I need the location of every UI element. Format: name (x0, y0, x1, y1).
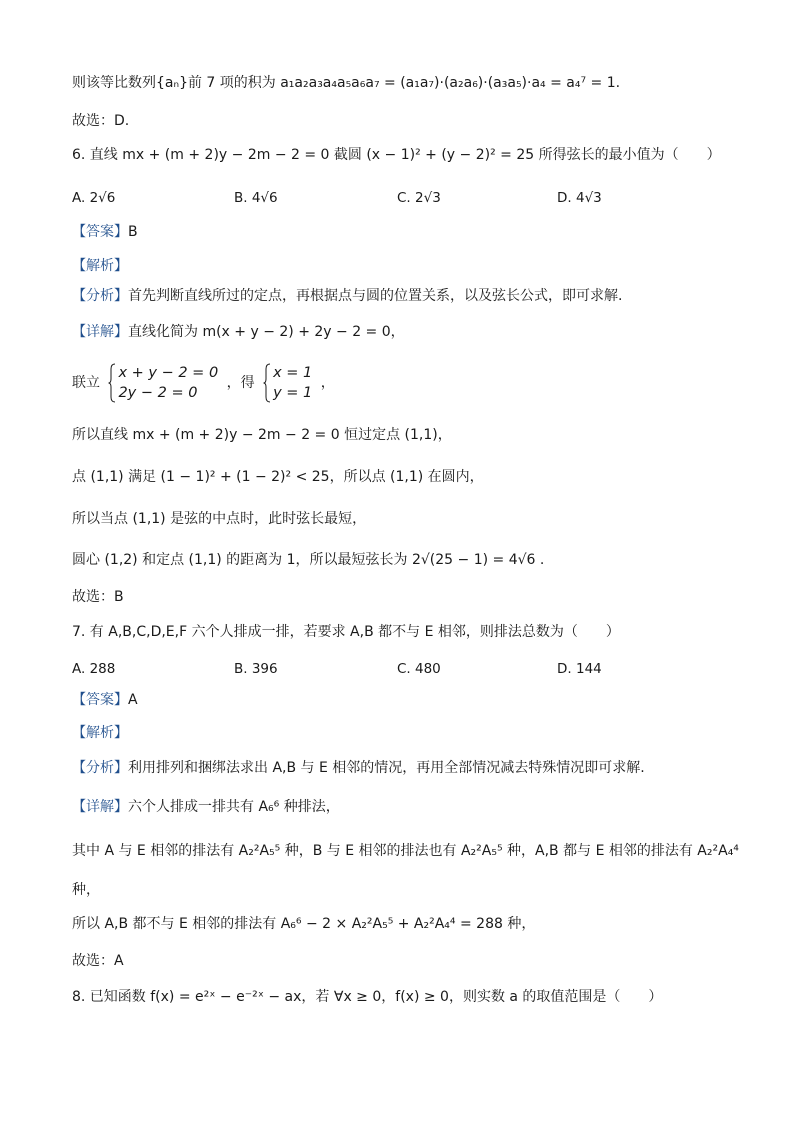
system-row: x = 1 (273, 365, 313, 381)
option-d: D. 4√3 (557, 190, 602, 206)
detail-tag: 【详解】 (72, 799, 128, 815)
detail-text: 直线化简为 m(x + y − 2) + 2y − 2 = 0， (128, 324, 405, 340)
text-line: 所以直线 mx + (m + 2)y − 2m − 2 = 0 恒过定点 (1,1)， (72, 427, 452, 443)
answer-line (72, 222, 138, 242)
equation-system-2 (263, 363, 312, 403)
option-a: A. 2√6 (72, 190, 116, 206)
answer-value: B (128, 224, 138, 240)
option-b: B. 4√6 (234, 190, 278, 206)
system-prefix: 联立 (72, 375, 100, 391)
system-row: 2y − 2 = 0 (118, 385, 198, 401)
equation-system-1 (108, 363, 218, 403)
text-line: 故选：D. (72, 113, 130, 129)
option-c: C. 480 (397, 661, 441, 677)
option-a: A. 288 (72, 661, 116, 677)
system-row: x + y − 2 = 0 (118, 365, 219, 381)
option-d: D. 144 (557, 661, 602, 677)
detail-tag: 【详解】 (72, 324, 128, 340)
analysis-line (72, 286, 622, 306)
analysis-heading: 【解析】 (72, 258, 128, 274)
option-c: C. 2√3 (397, 190, 441, 206)
question-8: 8. 已知函数 f(x) = e²ˣ − e⁻²ˣ − ax，若 ∀x ≥ 0，f(x) ≥ 0，则实数 a 的取值范围是（ ） (72, 989, 663, 1005)
brace-icon (108, 363, 116, 403)
text-line: 所以 A,B 都不与 E 相邻的排法有 A₆⁶ − 2 × A₂²A₅⁵ + A₂²A₄⁴ = 288 种， (72, 916, 536, 932)
question-6: 6. 直线 mx + (m + 2)y − 2m − 2 = 0 截圆 (x − 1)² + (y − 2)² = 25 所得弦长的最小值为（ ） (72, 147, 721, 163)
system-middle: ，得 (226, 375, 255, 391)
answer-line (72, 690, 138, 710)
text-line: 则该等比数列{aₙ}前 7 项的积为 a₁a₂a₃a₄a₅a₆a₇ = (a₁a₇)·(a₂a₆)·(a₃a₅)·a₄ = a₄⁷ = 1. (72, 75, 621, 91)
analysis-tag: 【分析】 (72, 760, 128, 776)
answer-tag: 【答案】 (72, 692, 128, 708)
detail-line (72, 322, 405, 342)
answer-tag: 【答案】 (72, 224, 128, 240)
text-line: 所以当点 (1,1) 是弦的中点时，此时弦长最短， (72, 511, 367, 527)
analysis-line (72, 758, 645, 778)
option-b: B. 396 (234, 661, 278, 677)
text-line: 点 (1,1) 满足 (1 − 1)² + (1 − 2)² < 25，所以点 (1,1) 在圆内， (72, 469, 484, 485)
analysis-text: 利用排列和捆绑法求出 A,B 与 E 相邻的情况，再用全部情况减去特殊情况即可求解. (128, 760, 645, 776)
answer-value: A (128, 692, 138, 708)
question-7: 7. 有 A,B,C,D,E,F 六个人排成一排，若要求 A,B 都不与 E 相邻，则排法总数为（ ） (72, 624, 620, 640)
detail-line (72, 797, 340, 817)
system-row: y = 1 (273, 385, 313, 401)
analysis-text: 首先判断直线所过的定点，再根据点与圆的位置关系，以及弦长公式，即可求解. (128, 288, 623, 304)
equation-system-line (72, 358, 335, 408)
system-suffix: ， (320, 375, 335, 391)
text-line: 种， (72, 882, 100, 898)
text-line: 故选：B (72, 589, 124, 605)
text-line: 其中 A 与 E 相邻的排法有 A₂²A₅⁵ 种，B 与 E 相邻的排法也有 A₂²A₅⁵ 种，A,B 都与 E 相邻的排法有 A₂²A₄⁴ (72, 843, 739, 859)
detail-text: 六个人排成一排共有 A₆⁶ 种排法， (128, 799, 340, 815)
analysis-tag: 【分析】 (72, 288, 128, 304)
analysis-heading: 【解析】 (72, 725, 128, 741)
text-line: 故选：A (72, 953, 124, 969)
text-line: 圆心 (1,2) 和定点 (1,1) 的距离为 1，所以最短弦长为 2√(25 − 1) = 4√6 . (72, 552, 545, 568)
brace-icon (263, 363, 271, 403)
